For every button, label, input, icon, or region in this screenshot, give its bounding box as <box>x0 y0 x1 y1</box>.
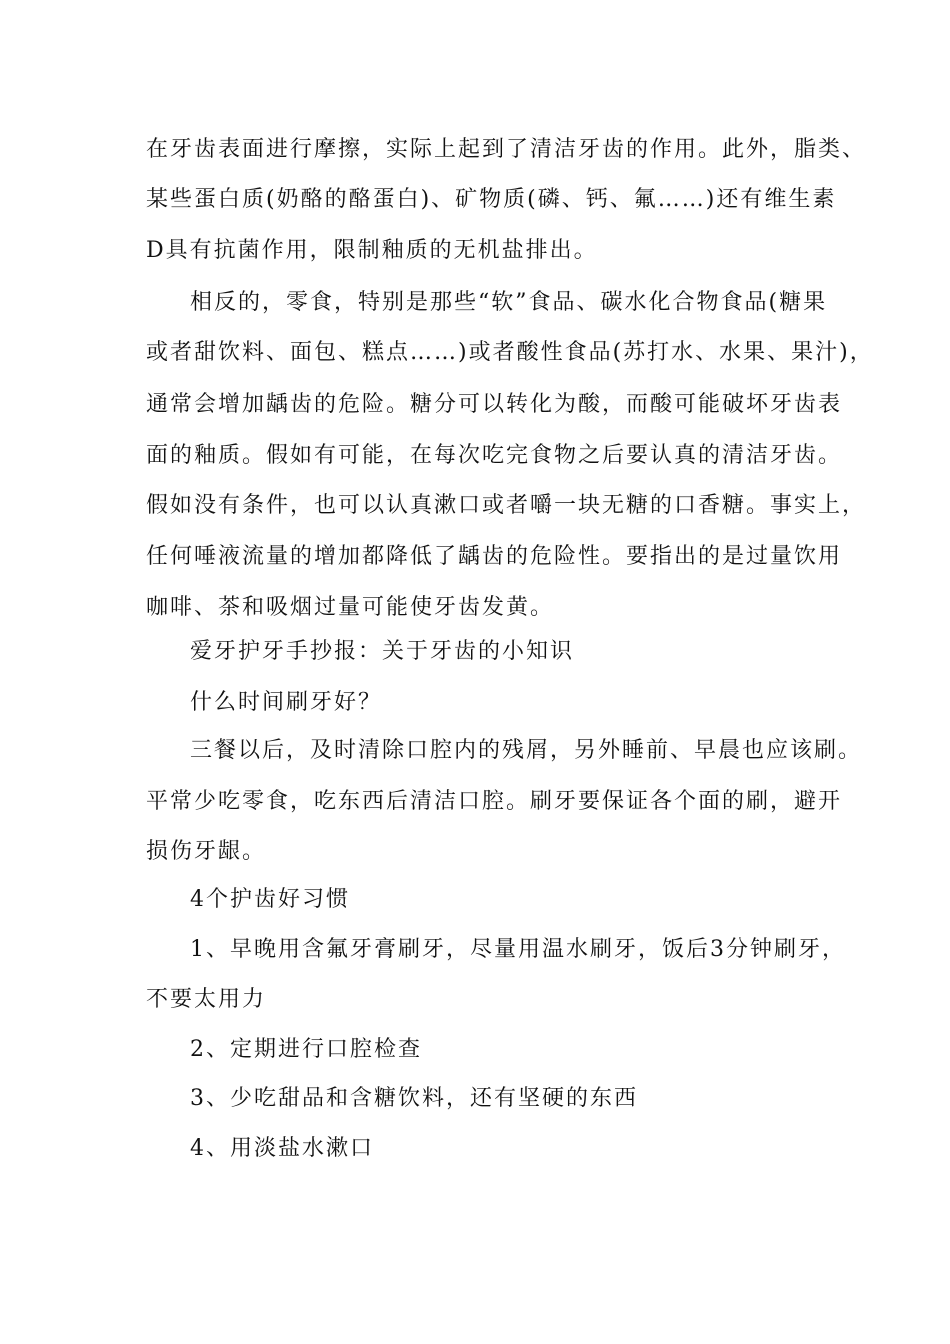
list-item: 4、用淡盐水漱口 <box>190 1136 374 1161</box>
paragraph-start-line: 相反的，零食，特别是那些“软”食品、碳水化合物食品(糖果 <box>190 290 828 315</box>
text-line: 面的釉质。假如有可能，在每次吃完食物之后要认真的清洁牙齿。 <box>146 443 843 468</box>
list-item: 2、定期进行口腔检查 <box>190 1037 422 1062</box>
text-line: 平常少吃零食，吃东西后清洁口腔。刷牙要保证各个面的刷，避开 <box>146 789 843 814</box>
list-heading: 4个护齿好习惯 <box>190 887 350 912</box>
text-line: 损伤牙龈。 <box>146 839 267 864</box>
text-line: 任何唾液流量的增加都降低了龋齿的危险性。要指出的是过量饮用 <box>146 544 843 569</box>
text-line: D具有抗菌作用，限制釉质的无机盐排出。 <box>146 238 598 263</box>
list-item: 3、少吃甜品和含糖饮料，还有坚硬的东西 <box>190 1086 638 1111</box>
list-item-continuation: 不要太用力 <box>146 987 267 1012</box>
text-line: 通常会增加龋齿的危险。糖分可以转化为酸，而酸可能破坏牙齿表 <box>146 392 843 417</box>
text-line: 或者甜饮料、面包、糕点……)或者酸性食品(苏打水、水果、果汁)， <box>146 340 874 365</box>
list-item: 1、早晚用含氟牙膏刷牙，尽量用温水刷牙，饭后3分钟刷牙， <box>190 937 846 962</box>
question-heading: 什么时间刷牙好？ <box>190 690 383 715</box>
text-line: 某些蛋白质(奶酪的酪蛋白)、矿物质(磷、钙、氟……)还有维生素 <box>146 187 837 212</box>
text-line: 咖啡、茶和吸烟过量可能使牙齿发黄。 <box>146 595 555 620</box>
paragraph-start-line: 三餐以后，及时清除口腔内的残屑，另外睡前、早晨也应该刷。 <box>190 738 863 763</box>
text-line: 在牙齿表面进行摩擦，实际上起到了清洁牙齿的作用。此外，脂类、 <box>146 137 867 162</box>
text-line: 假如没有条件，也可以认真漱口或者嚼一块无糖的口香糖。事实上， <box>146 493 867 518</box>
section-heading: 爱牙护牙手抄报：关于牙齿的小知识 <box>190 639 575 664</box>
